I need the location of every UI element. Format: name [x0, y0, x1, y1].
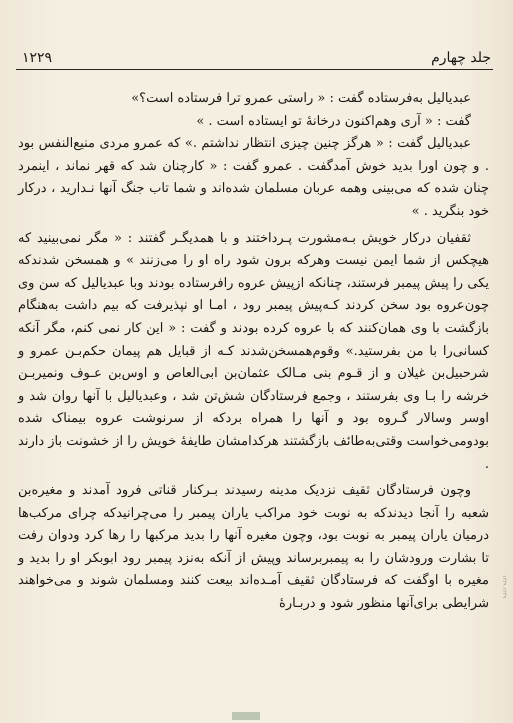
- library-stamp: [232, 712, 260, 720]
- paragraph: ثقفیان درکار خویش بـه‌مشورت پـرداختند و با همدیگـر گفتند : « مگر نمی‌بینید که هیچکس از شما ایمن نیست وهرکه برون شود راه او را می‌زنند » و همسخن شدندکه یکی را پیش پیمبر فرستند، چنانکه ازپیش عروه رافرستاده بودند وبا عبدیالیل که سن وی چون‌عروه بود سخن کردند کـه‌پیش پیمبر رود ، امـا او نپذیرفت که بیم داشت به‌هنگام بازگشت با وی همان‌کنند که با عروه کرده بودند و گفت : « این کار نمی کنم، مگر آنکه کسانی‌را با من بفرستید.» وقوم‌همسخن‌شدند کـه از قبایل هم پیمان حکم‌بـن عمرو و شرحبیل‌بن غیلان و از قـوم بنی مـالک عثمان‌بن ابی‌العاص و اوس‌بن عـوف ونمیربـن خرشه را بـا وی بفرستند ، وجمع فرستادگان شش‌تن شد ، وعبدیالیل با آنها روان شد و اوسر وسالار گـروه بود و آنها را همراه بردکه از سرنوشت عروه بیمناک شده بودومی‌خواست وقتی‌به‌طائف بازگشتند هرکدامشان طایفهٔ خویش را از خشونت باز دارند .: [18, 230, 489, 472]
- header-rule: [16, 69, 493, 70]
- paragraph: عبدیالیل گفت : « هرگز چنین چیزی انتظار نداشتم .» که عمرو مردی منیع‌النفس بود . و چون اورا بدید خوش آمدگفت . عمرو گفت : « کارچنان شد که قهر نماند ، اینمرد چنان شده که می‌بینی وهمه عربان مسلمان شده‌اند و شما تاب جنگ آنها نـدارید ، درکار خود بنگرید . »: [18, 136, 489, 219]
- margin-note: ۱۲۲۹ ۱۲۲۹: [501, 575, 507, 599]
- page-header: [22, 44, 491, 66]
- paragraph: گفت : « آری وهم‌اکنون درخانهٔ تو ایستاده است . »: [196, 113, 471, 129]
- paragraph: وچون فرستادگان ثقیف نزدیک مدینه رسیدند بـرکنار قناتی فرود آمدند و مغیره‌بن شعبه را آنجا دیدندکه به نوبت خود مراکب یاران پیمبر را می‌چرانیدکه چرای مرکب‌ها درمیان یاران پیمبر به نوبت بود، وچون مغیره آنها را بدید مرکبها را رها کرد ودوان رفت تا بشارت ورودشان را به پیمبربرساند وپیش از آنکه به‌نزد پیمبر رود ابوبکر او را بدید و مغیره با اوگفت که فرستادگان ثقیف آمـده‌اند بیعت کنند ومسلمان شوند و می‌خواهند شرایطی برای‌آنها منظور شود و دربـارهٔ: [18, 483, 489, 612]
- paragraph: عبدیالیل به‌فرستاده گفت : « راستی عمرو ترا فرستاده است؟»: [131, 91, 471, 106]
- page-number: ۱۲۲۹: [22, 50, 53, 66]
- page-body: [18, 88, 489, 616]
- volume-label: جلد چهارم: [431, 50, 491, 66]
